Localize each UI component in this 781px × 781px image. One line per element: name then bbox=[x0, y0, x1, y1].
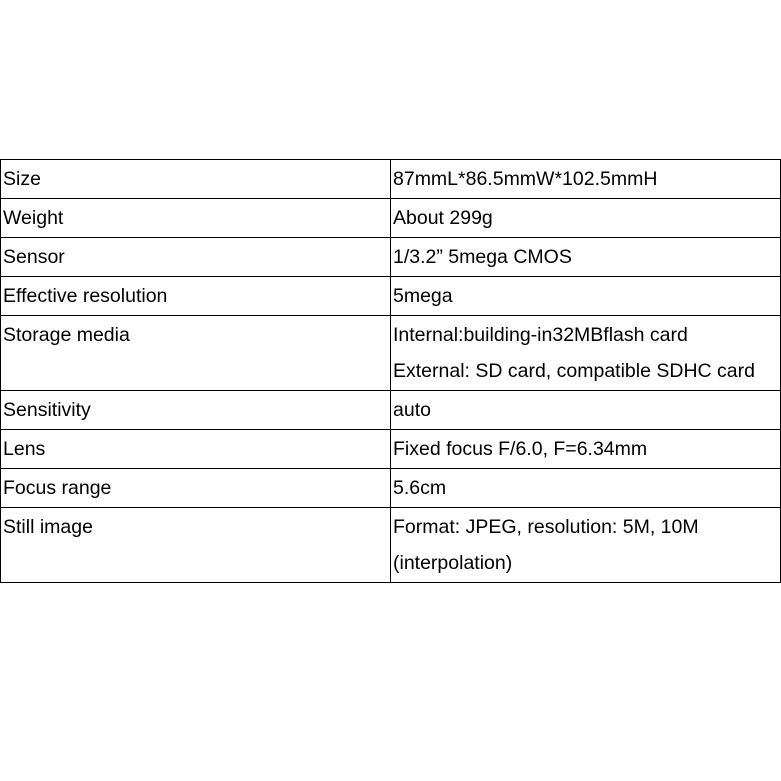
spec-value bbox=[391, 160, 781, 199]
spec-value-line: Format: JPEG, resolution: 5M, 10M (interpolation) bbox=[393, 516, 699, 574]
spec-value bbox=[391, 277, 781, 316]
spec-value-line: 1/3.2” 5mega CMOS bbox=[393, 246, 572, 268]
spec-value bbox=[391, 316, 781, 391]
spec-value-line: 87mmL*86.5mmW*102.5mmH bbox=[393, 168, 658, 190]
spec-label: Focus range bbox=[1, 469, 391, 508]
table-row bbox=[1, 277, 781, 316]
spec-value-line: About 299g bbox=[393, 207, 493, 229]
table-row bbox=[1, 508, 781, 583]
table-row bbox=[1, 391, 781, 430]
spec-value-line: External: SD card, compatible SDHC card bbox=[393, 360, 755, 382]
spec-label: Size bbox=[1, 160, 391, 199]
table-row bbox=[1, 430, 781, 469]
spec-value-line: 5.6cm bbox=[393, 477, 447, 499]
spec-label: Still image bbox=[1, 508, 391, 583]
table-row bbox=[1, 199, 781, 238]
spec-value bbox=[391, 469, 781, 508]
spec-value-line: Internal:building-in32MBflash card bbox=[393, 324, 688, 346]
spec-value-line: Fixed focus F/6.0, F=6.34mm bbox=[393, 438, 648, 460]
table-row bbox=[1, 469, 781, 508]
spec-value-line: 5mega bbox=[393, 285, 453, 307]
spec-label: Effective resolution bbox=[1, 277, 391, 316]
spec-value bbox=[391, 430, 781, 469]
spec-value-line: auto bbox=[393, 399, 431, 421]
spec-table bbox=[0, 159, 781, 583]
spec-value bbox=[391, 391, 781, 430]
spec-label: Sensor bbox=[1, 238, 391, 277]
spec-label: Sensitivity bbox=[1, 391, 391, 430]
table-row bbox=[1, 238, 781, 277]
table-row bbox=[1, 160, 781, 199]
spec-value bbox=[391, 199, 781, 238]
table-row bbox=[1, 316, 781, 391]
spec-label: Lens bbox=[1, 430, 391, 469]
spec-label: Weight bbox=[1, 199, 391, 238]
spec-value bbox=[391, 238, 781, 277]
spec-value bbox=[391, 508, 781, 583]
spec-label: Storage media bbox=[1, 316, 391, 391]
